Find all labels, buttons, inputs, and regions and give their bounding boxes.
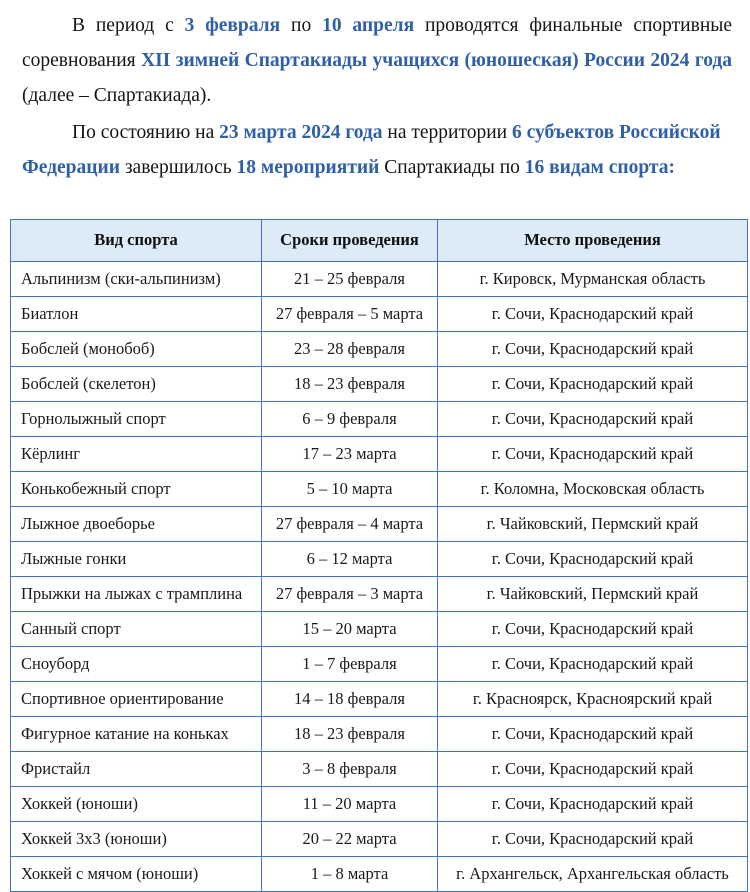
column-header-place: Место проведения [438, 220, 748, 262]
cell-sport: Хоккей (юноши) [11, 787, 262, 822]
table-row [11, 402, 748, 437]
paragraph-status-summary: По состоянию на 23 марта 2024 года на территории 6 субъектов Российской Федерации завершилось 18 мероприятий Спартакиады по 16 видам спорта: [22, 122, 721, 178]
cell-place: г. Сочи, Краснодарский край [438, 787, 748, 822]
cell-sport: Хоккей 3х3 (юноши) [11, 822, 262, 857]
cell-sport: Санный спорт [11, 612, 262, 647]
cell-place: г. Коломна, Московская область [438, 472, 748, 507]
cell-place: г. Сочи, Краснодарский край [438, 402, 748, 437]
cell-sport: Кёрлинг [11, 437, 262, 472]
highlighted-text: 18 мероприятий [236, 157, 380, 178]
cell-sport: Фигурное катание на коньках [11, 717, 262, 752]
table-row [11, 542, 748, 577]
table-header [11, 220, 748, 262]
cell-sport: Лыжное двоеборье [11, 507, 262, 542]
cell-dates: 18 – 23 февраля [262, 717, 438, 752]
cell-dates: 6 – 12 марта [262, 542, 438, 577]
table-row [11, 647, 748, 682]
cell-place: г. Кировск, Мурманская область [438, 262, 748, 297]
cell-sport: Альпинизм (ски-альпинизм) [11, 262, 262, 297]
table-row [11, 717, 748, 752]
schedule-table [10, 219, 748, 892]
column-header-sport: Вид спорта [11, 220, 262, 262]
cell-dates: 20 – 22 марта [262, 822, 438, 857]
cell-dates: 17 – 23 марта [262, 437, 438, 472]
cell-place: г. Чайковский, Пермский край [438, 577, 748, 612]
cell-sport: Сноуборд [11, 647, 262, 682]
cell-sport: Биатлон [11, 297, 262, 332]
cell-sport: Фристайл [11, 752, 262, 787]
table-row [11, 332, 748, 367]
cell-dates: 27 февраля – 4 марта [262, 507, 438, 542]
highlighted-text: XII зимней Спартакиады учащихся (юношеская) России 2024 года [141, 50, 732, 71]
column-header-dates: Сроки проведения [262, 220, 438, 262]
cell-sport: Хоккей с мячом (юноши) [11, 857, 262, 892]
table-row [11, 577, 748, 612]
table-row [11, 262, 748, 297]
cell-sport: Конькобежный спорт [11, 472, 262, 507]
table-header-row [11, 220, 748, 262]
cell-dates: 27 февраля – 3 марта [262, 577, 438, 612]
highlighted-text: 10 апреля [322, 15, 415, 36]
table-row [11, 787, 748, 822]
cell-place: г. Сочи, Краснодарский край [438, 332, 748, 367]
intro-prose [0, 0, 750, 185]
cell-sport: Бобслей (скелетон) [11, 367, 262, 402]
cell-sport: Прыжки на лыжах с трамплина [11, 577, 262, 612]
cell-dates: 1 – 7 февраля [262, 647, 438, 682]
highlighted-text: 16 видам спорта: [524, 157, 675, 178]
cell-place: г. Сочи, Краснодарский край [438, 717, 748, 752]
cell-dates: 3 – 8 февраля [262, 752, 438, 787]
schedule-table-container [10, 219, 747, 892]
table-row [11, 507, 748, 542]
table-body [11, 262, 748, 892]
cell-place: г. Сочи, Краснодарский край [438, 752, 748, 787]
cell-place: г. Красноярск, Красноярский край [438, 682, 748, 717]
cell-dates: 14 – 18 февраля [262, 682, 438, 717]
highlighted-text: 3 февраля [184, 15, 281, 36]
table-row [11, 297, 748, 332]
cell-dates: 6 – 9 февраля [262, 402, 438, 437]
cell-place: г. Чайковский, Пермский край [438, 507, 748, 542]
table-row [11, 682, 748, 717]
paragraph-period-announcement: В период с 3 февраля по 10 апреля проводятся финальные спортивные соревнования XII зимней Спартакиады учащихся (юношеская) России 2024 года (далее – Спартакиада). [22, 15, 733, 106]
cell-place: г. Сочи, Краснодарский край [438, 367, 748, 402]
cell-place: г. Сочи, Краснодарский край [438, 297, 748, 332]
cell-place: г. Архангельск, Архангельская область [438, 857, 748, 892]
cell-dates: 15 – 20 марта [262, 612, 438, 647]
table-row [11, 367, 748, 402]
cell-place: г. Сочи, Краснодарский край [438, 612, 748, 647]
table-row [11, 752, 748, 787]
cell-place: г. Сочи, Краснодарский край [438, 437, 748, 472]
cell-place: г. Сочи, Краснодарский край [438, 542, 748, 577]
highlighted-text: 23 марта 2024 года [219, 122, 383, 143]
cell-place: г. Сочи, Краснодарский край [438, 647, 748, 682]
cell-dates: 27 февраля – 5 марта [262, 297, 438, 332]
cell-place: г. Сочи, Краснодарский край [438, 822, 748, 857]
table-row [11, 437, 748, 472]
table-row [11, 857, 748, 892]
cell-dates: 5 – 10 марта [262, 472, 438, 507]
table-row [11, 472, 748, 507]
cell-sport: Горнолыжный спорт [11, 402, 262, 437]
table-row [11, 612, 748, 647]
cell-dates: 21 – 25 февраля [262, 262, 438, 297]
cell-dates: 1 – 8 марта [262, 857, 438, 892]
cell-sport: Спортивное ориентирование [11, 682, 262, 717]
highlighted-text: 6 субъектов Российской Федерации [22, 122, 721, 178]
cell-sport: Бобслей (монобоб) [11, 332, 262, 367]
cell-dates: 11 – 20 марта [262, 787, 438, 822]
cell-dates: 18 – 23 февраля [262, 367, 438, 402]
cell-dates: 23 – 28 февраля [262, 332, 438, 367]
cell-sport: Лыжные гонки [11, 542, 262, 577]
table-row [11, 822, 748, 857]
